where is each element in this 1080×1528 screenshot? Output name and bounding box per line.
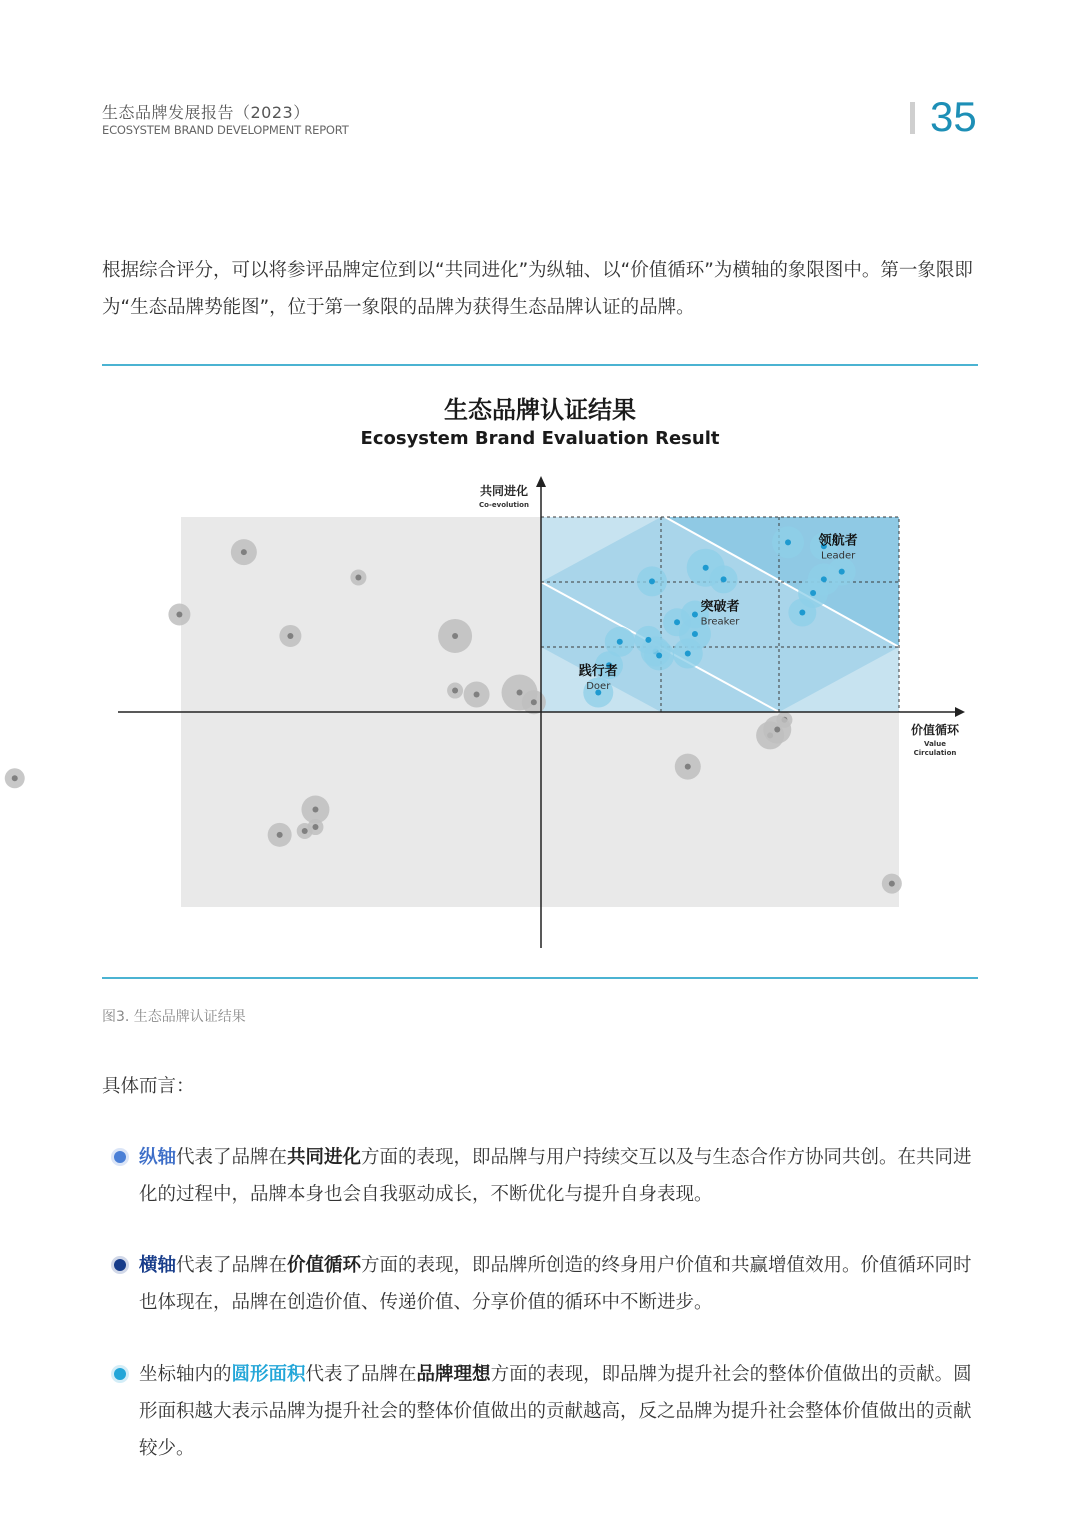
keyword-value-circulation: 价值循环 — [287, 1255, 362, 1276]
other-brand-point — [277, 832, 283, 838]
chart-subtitle: Ecosystem Brand Evaluation Result — [360, 428, 720, 449]
other-brand-point — [474, 691, 480, 697]
bullet-circle-area — [139, 1356, 981, 1467]
other-brand-point — [312, 807, 318, 813]
keyword-horizontal-axis: 横轴 — [139, 1255, 177, 1276]
other-brand-point — [517, 690, 523, 696]
other-brand-point — [12, 775, 18, 781]
y-axis-label: 共同进化 — [479, 484, 529, 498]
tier-label-en: Leader — [820, 550, 856, 562]
bullet-text: 代表了品牌在 — [176, 1147, 288, 1168]
tier-label: 领航者 — [818, 533, 858, 549]
certified-brand-point — [721, 576, 727, 582]
other-brand-point — [531, 699, 537, 705]
bullet-text: 坐标轴内的 — [139, 1364, 232, 1385]
other-brand-point — [452, 688, 458, 694]
header-title-cn: 生态品牌发展报告（2023） — [102, 103, 310, 122]
bullet-text: 代表了品牌在 — [176, 1255, 288, 1276]
tier-label-en: Doer — [586, 680, 611, 692]
other-brand-point — [452, 633, 458, 639]
keyword-brand-ideal: 品牌理想 — [416, 1364, 491, 1385]
tier-label: 突破者 — [700, 599, 740, 615]
certified-brand-point — [645, 637, 651, 643]
other-brand-point — [287, 633, 293, 639]
certified-brand-point — [810, 590, 816, 596]
y-axis-label-en: Co-evolution — [479, 501, 529, 509]
certified-brand-point — [656, 652, 662, 658]
certified-brand-point — [649, 578, 655, 584]
x-axis-arrow-icon — [955, 707, 965, 717]
bullet-text: 代表了品牌在 — [305, 1364, 417, 1385]
keyword-circle-area: 圆形面积 — [231, 1364, 306, 1385]
tier-label-en: Breaker — [700, 616, 740, 628]
bullet-dot-3 — [114, 1368, 126, 1380]
figure-caption: 图3. 生态品牌认证结果 — [102, 1009, 246, 1025]
intro-paragraph: 根据综合评分，可以将参评品牌定位到以“共同进化”为纵轴、以“价值循环”为横轴的象限图中。第一象限即为“生态品牌势能图”，位于第一象限的品牌为获得生态品牌认证的品牌。 — [102, 260, 973, 318]
x-axis-label-en: Value Circulation — [913, 740, 957, 757]
certified-brand-point — [692, 631, 698, 637]
other-brand-point — [685, 764, 691, 770]
keyword-co-evolution: 共同进化 — [287, 1147, 362, 1168]
bullet-text: 方面的表现，即品牌所创造的终身用户价值和共赢增值效用。价值循环同时也体现在，品牌在创造价值、传递价值、分享价值的循环中不断进步。 — [139, 1255, 972, 1313]
certified-brand-point — [703, 565, 709, 571]
bullet-vertical-axis — [139, 1139, 981, 1213]
tier-label: 践行者 — [578, 663, 618, 679]
bullet-horizontal-axis — [139, 1247, 981, 1321]
other-brand-point — [774, 727, 780, 733]
certified-brand-point — [785, 539, 791, 545]
evaluation-chart — [0, 380, 1080, 970]
other-brand-point — [241, 549, 247, 555]
certified-brand-point — [674, 619, 680, 625]
header-title-en: ECOSYSTEM BRAND DEVELOPMENT REPORT — [102, 123, 349, 137]
other-brand-point — [312, 824, 318, 830]
chart-title: 生态品牌认证结果 — [444, 396, 636, 424]
certified-brand-point — [799, 610, 805, 616]
bullet-dot-1 — [114, 1151, 126, 1163]
x-axis-label: 价值循环 — [910, 723, 960, 737]
bullet-text: 方面的表现，即品牌为提升社会的整体价值做出的贡献。圆形面积越大表示品牌为提升社会的整体价值做出的贡献越高，反之品牌为提升社会整体价值做出的贡献较少。 — [139, 1364, 972, 1459]
figure-bottom-rule — [102, 977, 978, 979]
other-brand-point — [302, 828, 308, 834]
figure-top-rule — [102, 364, 978, 366]
certified-brand-point — [685, 651, 691, 657]
y-axis-arrow-icon — [536, 476, 546, 487]
other-brand-point — [889, 881, 895, 887]
certified-brand-point — [617, 639, 623, 645]
keyword-vertical-axis: 纵轴 — [139, 1147, 177, 1168]
bullet-dot-2 — [114, 1259, 126, 1271]
certified-brand-point — [692, 612, 698, 618]
other-brand-point — [355, 574, 361, 580]
page-number-bar — [910, 102, 915, 134]
bullet-text: 方面的表现，即品牌与用户持续交互以及与生态合作方协同共创。在共同进化的过程中，品牌本身也会自我驱动成长，不断优化与提升自身表现。 — [139, 1147, 972, 1205]
details-title: 具体而言： — [102, 1076, 195, 1097]
other-brand-point — [176, 612, 182, 618]
certified-brand-point — [839, 569, 845, 575]
page-number: 35 — [930, 93, 977, 140]
